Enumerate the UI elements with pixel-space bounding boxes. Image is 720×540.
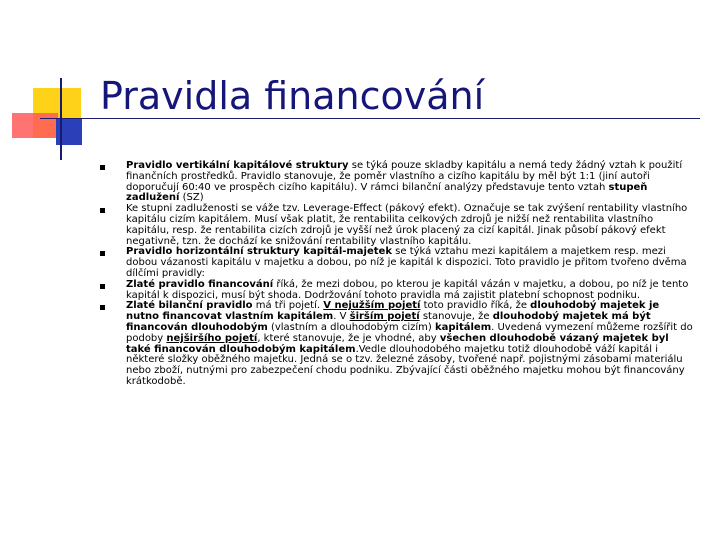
title-underline-divider	[40, 118, 700, 119]
term-broadest-concept	[166, 333, 257, 344]
bullet-text: se týká pouze skladby kapitálu a nemá tedy žádný vztah k použití finančních prostředků. Pravidlo stanovuje, že poměr vlastního a cizího kapitálu by měl být 1:1 (jiní autoři doporučují 60:40 ve prospěch cizího kapitálu). V rámci bilanční analýzy představuje tento vztah	[126, 160, 683, 193]
term-vertical-structure: Pravidlo vertikální kapitálové struktury	[126, 160, 349, 171]
bullet-square-icon	[100, 165, 105, 170]
list-item	[100, 204, 695, 247]
term-capital: kapitálem	[434, 321, 492, 333]
bullet-text: má tři pojetí.	[252, 300, 324, 312]
list-item	[100, 161, 695, 204]
bullet-text: . V	[333, 311, 350, 323]
term-leverage-degree: stupeň zadlužení	[126, 181, 648, 204]
term-broadest-concept-underlined: nejširšího pojetí	[166, 332, 258, 344]
list-item	[100, 301, 695, 387]
bullet-text: (vlastním a dlouhodobým cizím)	[267, 321, 435, 333]
term-golden-financing-rule: Zlaté pravidlo financování	[126, 278, 274, 290]
rule-equity-financing: dlouhodobý majetek je nutno financovat vlastním kapitálem	[126, 300, 660, 323]
term-broader-concept-underlined: širším pojetí	[349, 311, 420, 323]
bullet-square-icon	[100, 284, 105, 289]
list-item	[100, 280, 695, 302]
bullet-text: . Uvedená vymezení můžeme rozšířit do podoby	[126, 321, 693, 344]
term-narrowest-concept-underlined: V nejužším pojetí	[323, 300, 421, 312]
bullet-text: stanovuje, že	[419, 311, 493, 323]
decor-vertical-line	[60, 78, 62, 160]
rule-all-long-term-assets: všechen dlouhodobě vázaný majetek byl také financován dlouhodobým kapitálem	[126, 332, 669, 355]
bullet-square-icon	[100, 251, 105, 256]
bullet-square-icon	[100, 305, 105, 310]
term-horizontal-structure: Pravidlo horizontální struktury kapitál-majetek	[126, 246, 392, 258]
bullet-text: .Vedle dlouhodobého majetku totiž dlouhodobě váží kapitál i některé složky oběžného majetku. Jedná se o tzv. železné zásoby, tvořené např. pojistnými zásobami materiálu nebo zboží, nutnými pro zabezpečení chodu podniku. Zbývající části oběžného majetku mohou být financovány krátkodobě.	[126, 343, 685, 387]
decor-red-rectangle	[12, 113, 58, 138]
bullet-text: Ke stupni zadluženosti se váže tzv. Leverage-Effect (pákový efekt). Označuje se tak zvýšení rentability vlastního kapitálu cizím kapitálem. Musí však platit, že rentabilita celkových zdrojů je nižší než rentabilita vlastního kapitálu, resp. že rentabilita cizích zdrojů je vyšší než úrok placený za cizí kapitál. Jinak působí pákový efekt negativně, tzn. že dochází ke snižování rentability vlastního kapitálu.	[126, 203, 688, 247]
term-golden-balance-rule: Zlaté bilanční pravidlo	[126, 300, 253, 312]
rule-long-term-financing: dlouhodobý majetek má být financován dlouhodobým	[126, 311, 651, 333]
list-item	[100, 247, 695, 279]
term-broader-concept	[350, 311, 420, 322]
term-narrowest-concept	[323, 300, 420, 311]
bullet-text: toto pravidlo říká, že	[420, 300, 531, 312]
bullet-text: , které stanovuje, že je vhodné, aby	[257, 332, 440, 344]
bullet-text: (SZ)	[179, 192, 204, 204]
bullet-text: říká, že mezi dobou, po kterou je kapitál vázán v majetku, a dobou, po níž je tento kapitál k dispozici, musí být shoda. Dodržování tohoto pravidla má zajistit platební schopnost podniku.	[126, 278, 689, 301]
bullet-list	[100, 161, 695, 388]
bullet-text: se týká vztahu mezi kapitálem a majetkem resp. mezi dobou vázanosti kapitálu v majetku a dobou, po níž je kapitál k dispozici. Toto pravidlo je přitom tvořeno dvěma dílčími pravidly:	[126, 246, 687, 279]
slide-title: Pravidla financování	[100, 74, 485, 118]
bullet-square-icon	[100, 208, 105, 213]
